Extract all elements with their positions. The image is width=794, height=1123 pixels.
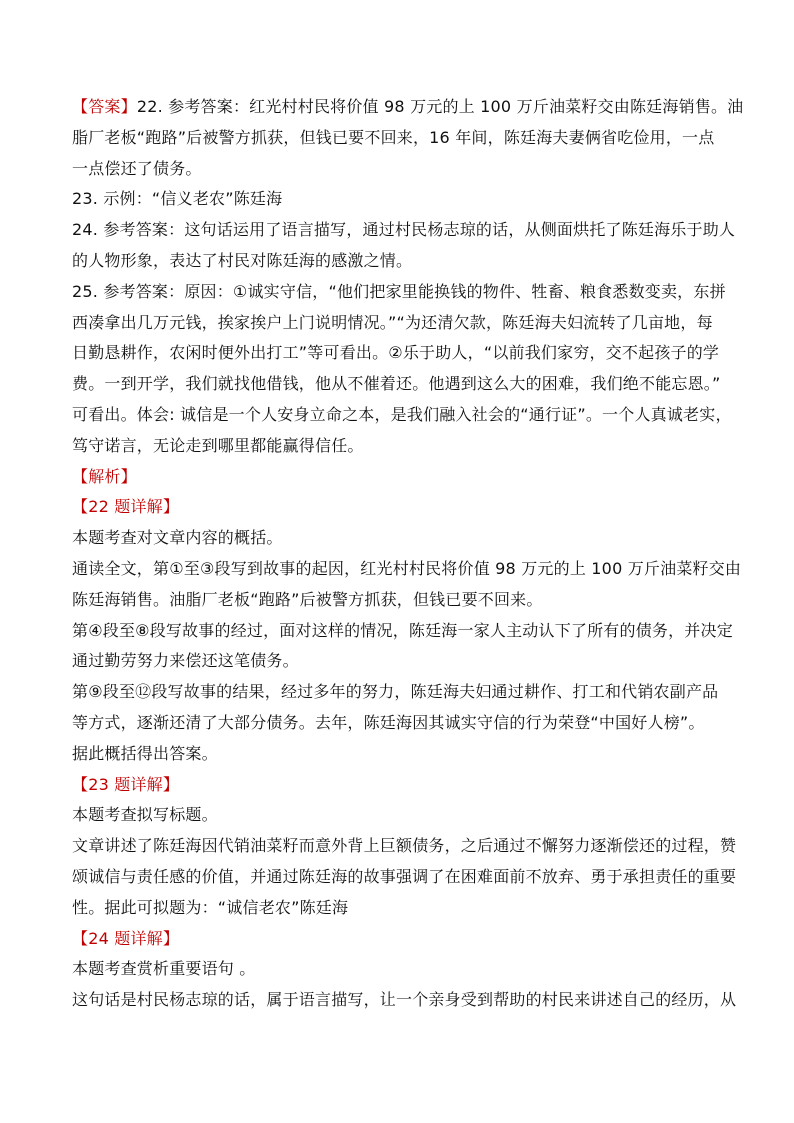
q23-line-2: 文章讲述了陈廷海因代销油菜籽而意外背上巨额债务，之后通过不懈努力逐渐偿还的过程，赞 [72,836,737,856]
q24-line-1: 本题考查赏析重要语句 。 [72,959,256,979]
q22-line-2: 通读全文，第①至③段写到故事的起因，红光村村民将价值 98 万元的上 100 万斤油菜籽交由 [72,558,742,578]
answer-line-5: 24. 参考答案：这句话运用了语言描写，通过村民杨志琼的话，从侧面烘托了陈廷海乐于助人 [72,220,736,240]
q23-line-3: 颂诚信与责任感的价值，并通过陈廷海的故事强调了在困难面前不放弃、勇于承担责任的重要 [72,866,737,886]
answer-line-11: 可看出。体会: 诚信是一个人安身立命之本，是我们融入社会的“通行证”。一个人真诚老实， [72,404,732,424]
q22-heading: 【22 题详解】 [72,497,180,517]
answer-line-9: 日勤恳耕作，农闲时便外出打工”等可看出。②乐于助人，“以前我们家穷，交不起孩子的学 [72,343,720,363]
q22-line-3: 陈廷海销售。油脂厂老板“跑路”后被警方抓获，但钱已要不回来。 [72,589,543,609]
answer-line-3: 一点偿还了债务。 [72,158,202,178]
q23-heading: 【23 题详解】 [72,774,180,794]
answer-line-1: 【答案】22. 参考答案：红光村村民将价值 98 万元的上 100 万斤油菜籽交由陈廷海销售。油 [72,97,744,116]
analysis-tag: 【解析】 [72,466,137,486]
q23-line-4: 性。据此可拟题为：“诚信老农”陈廷海 [72,897,349,917]
q22-line-1: 本题考查对文章内容的概括。 [72,528,283,548]
q23-line-1: 本题考查拟写标题。 [72,805,218,825]
answer-line-6: 的人物形象，表达了村民对陈廷海的感激之情。 [72,250,413,270]
q22-line-8: 据此概括得出答案。 [72,743,218,763]
q22-line-7: 等方式，逐渐还清了大部分债务。去年，陈廷海因其诚实守信的行为荣登“中国好人榜”。 [72,712,705,732]
q22-line-4: 第④段至⑧段写故事的经过，面对这样的情况，陈廷海一家人主动认下了所有的债务，并决定 [72,620,733,640]
q22-line-5: 通过勤劳努力来偿还这笔债务。 [72,651,299,671]
answer-line-12: 笃守诺言，无论走到哪里都能赢得信任。 [72,435,364,455]
answer-line-4: 23. 示例：“信义老农”陈廷海 [72,189,283,209]
q24-heading: 【24 题详解】 [72,928,180,948]
answer-line-8: 西凑拿出几万元钱，挨家挨户上门说明情况。”“为还清欠款，陈廷海夫妇流转了几亩地，每 [72,312,713,332]
answer-line-7: 25. 参考答案：原因：①诚实守信，“他们把家里能换钱的物件、牲畜、粮食悉数变卖，东拼 [72,281,726,301]
answer-tag: 【答案】 [72,97,137,116]
q22-line-6: 第⑨段至⑫段写故事的结果，经过多年的努力，陈廷海夫妇通过耕作、打工和代销农副产品 [72,682,719,702]
answer-line-2: 脂厂老板“跑路”后被警方抓获，但钱已要不回来，16 年间，陈廷海夫妻俩省吃俭用，一点 [72,127,715,147]
q24-line-2: 这句话是村民杨志琼的话，属于语言描写，让一个亲身受到帮助的村民来讲述自己的经历，从 [72,990,737,1010]
document-body [72,92,744,1016]
answer-line-10: 费。一到开学，我们就找他借钱，他从不催着还。他遇到这么大的困难，我们绝不能忘恩。” [72,374,721,394]
